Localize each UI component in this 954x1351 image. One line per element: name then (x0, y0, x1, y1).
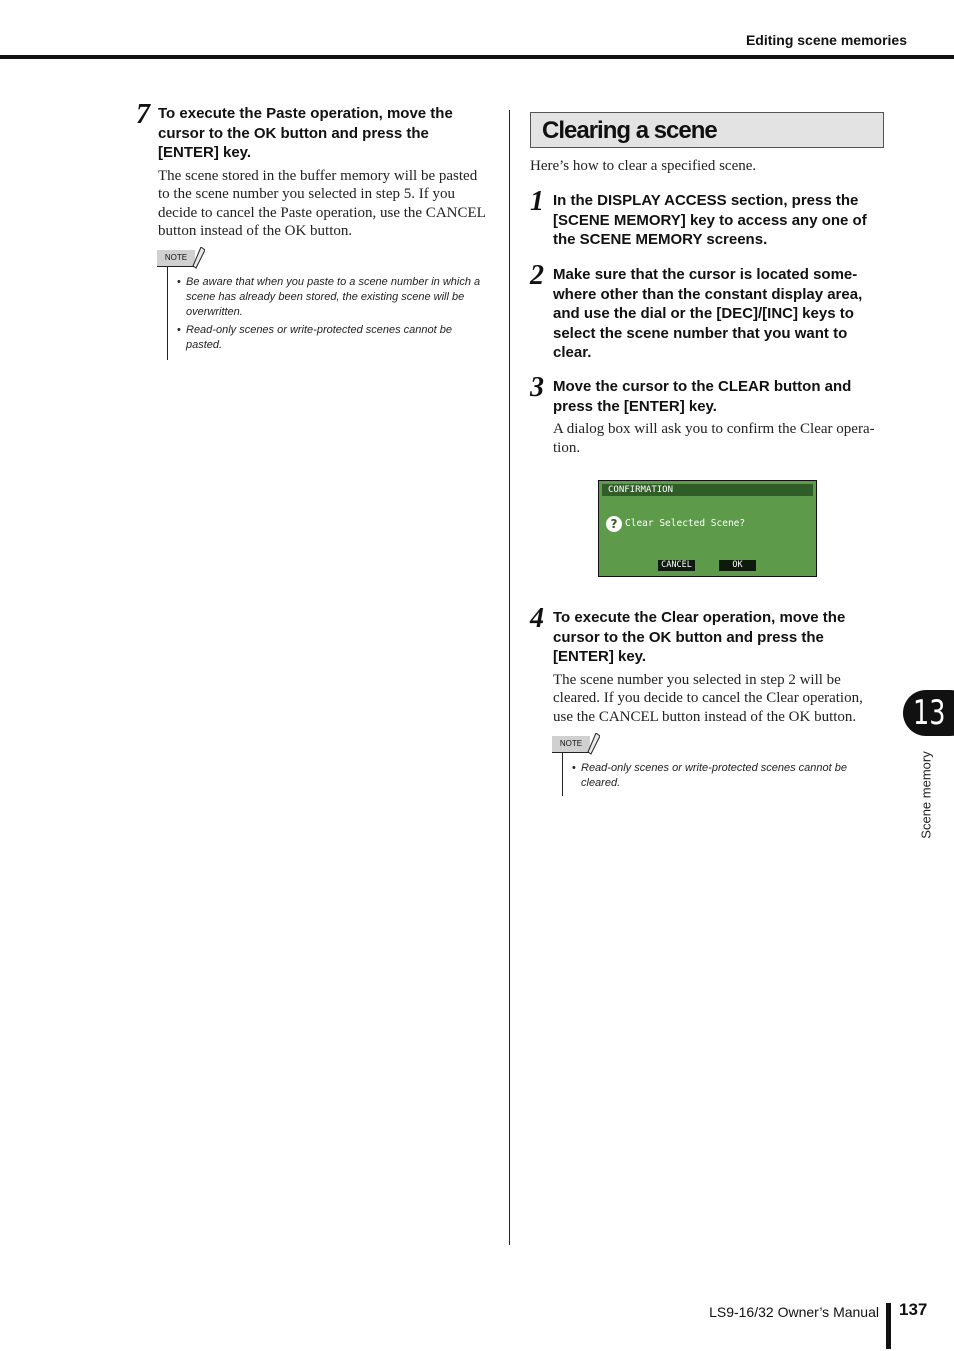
note-list (572, 761, 872, 795)
pencil-icon (586, 733, 600, 755)
cancel-button[interactable]: CANCEL (658, 560, 695, 571)
note-label: NOTE (552, 736, 590, 753)
note-bar (167, 260, 168, 360)
note-bar (562, 746, 563, 796)
section-heading-box (530, 112, 884, 148)
confirmation-dialog (598, 480, 817, 577)
note-clear (559, 736, 882, 798)
chapter-number: 13 (913, 693, 946, 733)
footer-manual-title: LS9-16/32 Owner’s Manual (709, 1304, 879, 1320)
step-number: 3 (530, 372, 544, 403)
running-header: Editing scene memories (745, 32, 907, 48)
chapter-label: Scene memory (918, 751, 934, 839)
step-heading: In the DISPLAY ACCESS section, press the [SCENE MEMORY] key to access any one of the SCENE MEMORY screens. (553, 192, 867, 248)
step-heading: Move the cursor to the CLEAR button and press the [ENTER] key. (553, 378, 852, 415)
note-item: • Be aware that when you paste to a scene number in which a scene has already been stored, the existing scene will be overwritten. (177, 275, 495, 319)
step-number: 2 (530, 260, 544, 291)
dialog-title: CONFIRMATION (602, 484, 813, 496)
footer-bar (886, 1303, 891, 1349)
note-paste (164, 250, 497, 360)
pencil-icon (191, 247, 205, 269)
step-body: A dialog box will ask you to confirm the Clear opera- tion. (553, 421, 875, 456)
column-divider (509, 110, 510, 1245)
note-label: NOTE (157, 250, 195, 267)
note-item: • Read-only scenes or write-protected scenes cannot be pasted. (177, 323, 495, 353)
chapter-tab (903, 690, 954, 736)
section-title: Clearing a scene (542, 117, 717, 144)
question-icon: ? (606, 516, 622, 532)
step-number: 1 (530, 186, 544, 217)
step-body: The scene stored in the buffer memory will be pasted to the scene number you selected in step 5. If you decide to cancel the Paste operation, use the CANCEL button instead of the OK button. (158, 167, 486, 239)
step-heading: Make sure that the cursor is located some- where other than the constant display area, and use the dial or the [DEC]/[INC] keys to select the scene number that you want to clear. (553, 266, 863, 361)
step-number: 4 (530, 603, 544, 634)
step-heading: To execute the Paste operation, move the cursor to the OK button and press the [ENTER] key. (158, 105, 453, 161)
dialog-message: Clear Selected Scene? (625, 518, 746, 529)
step-heading: To execute the Clear operation, move the cursor to the OK button and press the [ENTER] key. (553, 609, 846, 665)
ok-button[interactable]: OK (719, 560, 756, 571)
note-list (177, 275, 495, 357)
step-number: 7 (136, 99, 150, 130)
note-item: • Read-only scenes or write-protected scenes cannot be cleared. (572, 761, 872, 791)
page-number: 137 (899, 1300, 928, 1319)
step-body: The scene number you selected in step 2 will be cleared. If you decide to cancel the Clear operation, use the CANCEL button instead of the OK button. (553, 671, 863, 725)
header-rule (0, 55, 954, 59)
section-intro: Here’s how to clear a specified scene. (530, 158, 757, 174)
